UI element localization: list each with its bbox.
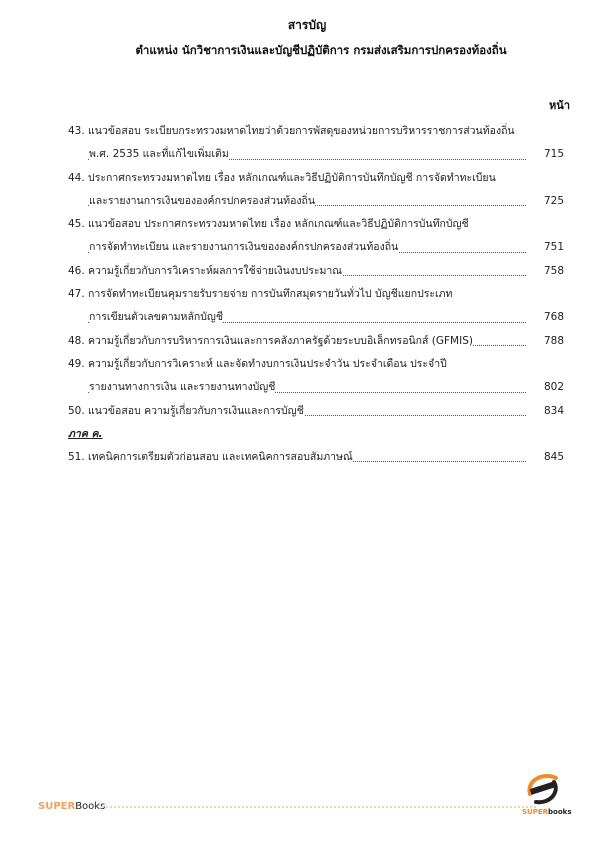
superbooks-swirl-icon xyxy=(510,768,574,810)
toc-entry-46[interactable]: 46. ความรู้เกี่ยวกับการวิเคราะห์ผลการใช้จ่ายเงินงบประมาณ 758 xyxy=(68,260,568,283)
toc-entry-47-line-1[interactable]: 47. การจัดทำทะเบียนคุมรายรับรายจ่าย การบันทึกสมุดรายวันทั่วไป บัญชีแยกประเภท xyxy=(68,283,568,306)
toc-page-number: 802 xyxy=(538,376,564,399)
toc-page-number: 751 xyxy=(538,236,564,259)
toc-entry-43-line-1[interactable]: 43. แนวข้อสอบ ระเบียบกระทรวงมหาดไทยว่าด้วยการพัสดุของหน่วยการบริหารราชการส่วนท้องถิ่น xyxy=(68,120,568,143)
toc-page-number: 788 xyxy=(538,330,564,353)
toc-entry-49-line-2[interactable]: รายงานทางการเงิน และรายงานทางบัญชี 802 xyxy=(68,376,568,399)
toc-page-number: 768 xyxy=(538,306,564,329)
toc-entry-48[interactable]: 48. ความรู้เกี่ยวกับการบริหารการเงินและการคลังภาครัฐด้วยระบบอิเล็กทรอนิกส์ (GFMIS) 788 xyxy=(68,330,568,353)
superbooks-logo xyxy=(510,768,574,824)
toc-entry-44-line-1[interactable]: 44. ประกาศกระทรวงมหาดไทย เรื่อง หลักเกณฑ์และวิธีปฏิบัติการบันทึกบัญชี การจัดทำทะเบียน xyxy=(68,167,568,190)
page-column-header: หน้า xyxy=(549,99,570,112)
section-header-part-c: ภาค ค. xyxy=(68,427,103,440)
toc-entry-45-line-1[interactable]: 45. แนวข้อสอบ ประกาศกระทรวงมหาดไทย เรื่อง หลักเกณฑ์และวิธีปฏิบัติการบันทึกบัญชี xyxy=(68,213,568,236)
page-footer xyxy=(38,800,526,814)
logo-wordmark: SUPERbooks xyxy=(522,808,572,816)
toc-page-number: 725 xyxy=(538,190,564,213)
toc-page-number: 758 xyxy=(538,260,564,283)
toc-page-number: 845 xyxy=(538,446,564,469)
toc-entry-49-line-1[interactable]: 49. ความรู้เกี่ยวกับการวิเคราะห์ และจัดทำงบการเงินประจำวัน ประจำเดือน ประจำปี xyxy=(68,353,568,376)
footer-divider xyxy=(102,806,536,808)
table-of-contents xyxy=(68,120,568,469)
toc-entry-44-line-2[interactable]: และรายงานการเงินขององค์กรปกครองส่วนท้องถิ่น 725 xyxy=(68,190,568,213)
toc-entry-47-line-2[interactable]: การเขียนตัวเลขตามหลักบัญชี 768 xyxy=(68,306,568,329)
toc-page-number: 834 xyxy=(538,400,564,423)
toc-entry-45-line-2[interactable]: การจัดทำทะเบียน และรายงานการเงินขององค์กรปกครองส่วนท้องถิ่น 751 xyxy=(68,236,568,259)
footer-brand: SUPERBooks xyxy=(38,801,106,812)
toc-entry-50[interactable]: 50. แนวข้อสอบ ความรู้เกี่ยวกับการเงินและการบัญชี 834 xyxy=(68,400,568,423)
page-subtitle: ตำแหน่ง นักวิชาการเงินและบัญชีปฏิบัติการ กรมส่งเสริมการปกครองท้องถิ่น xyxy=(135,43,507,57)
toc-page-number: 715 xyxy=(538,143,564,166)
toc-entry-51[interactable]: 51. เทคนิคการเตรียมตัวก่อนสอบ และเทคนิคการสอบสัมภาษณ์ 845 xyxy=(68,446,568,469)
toc-entry-43-line-2[interactable]: พ.ศ. 2535 และที่แก้ไขเพิ่มเติม 715 xyxy=(68,143,568,166)
page-title: สารบัญ xyxy=(287,18,327,32)
